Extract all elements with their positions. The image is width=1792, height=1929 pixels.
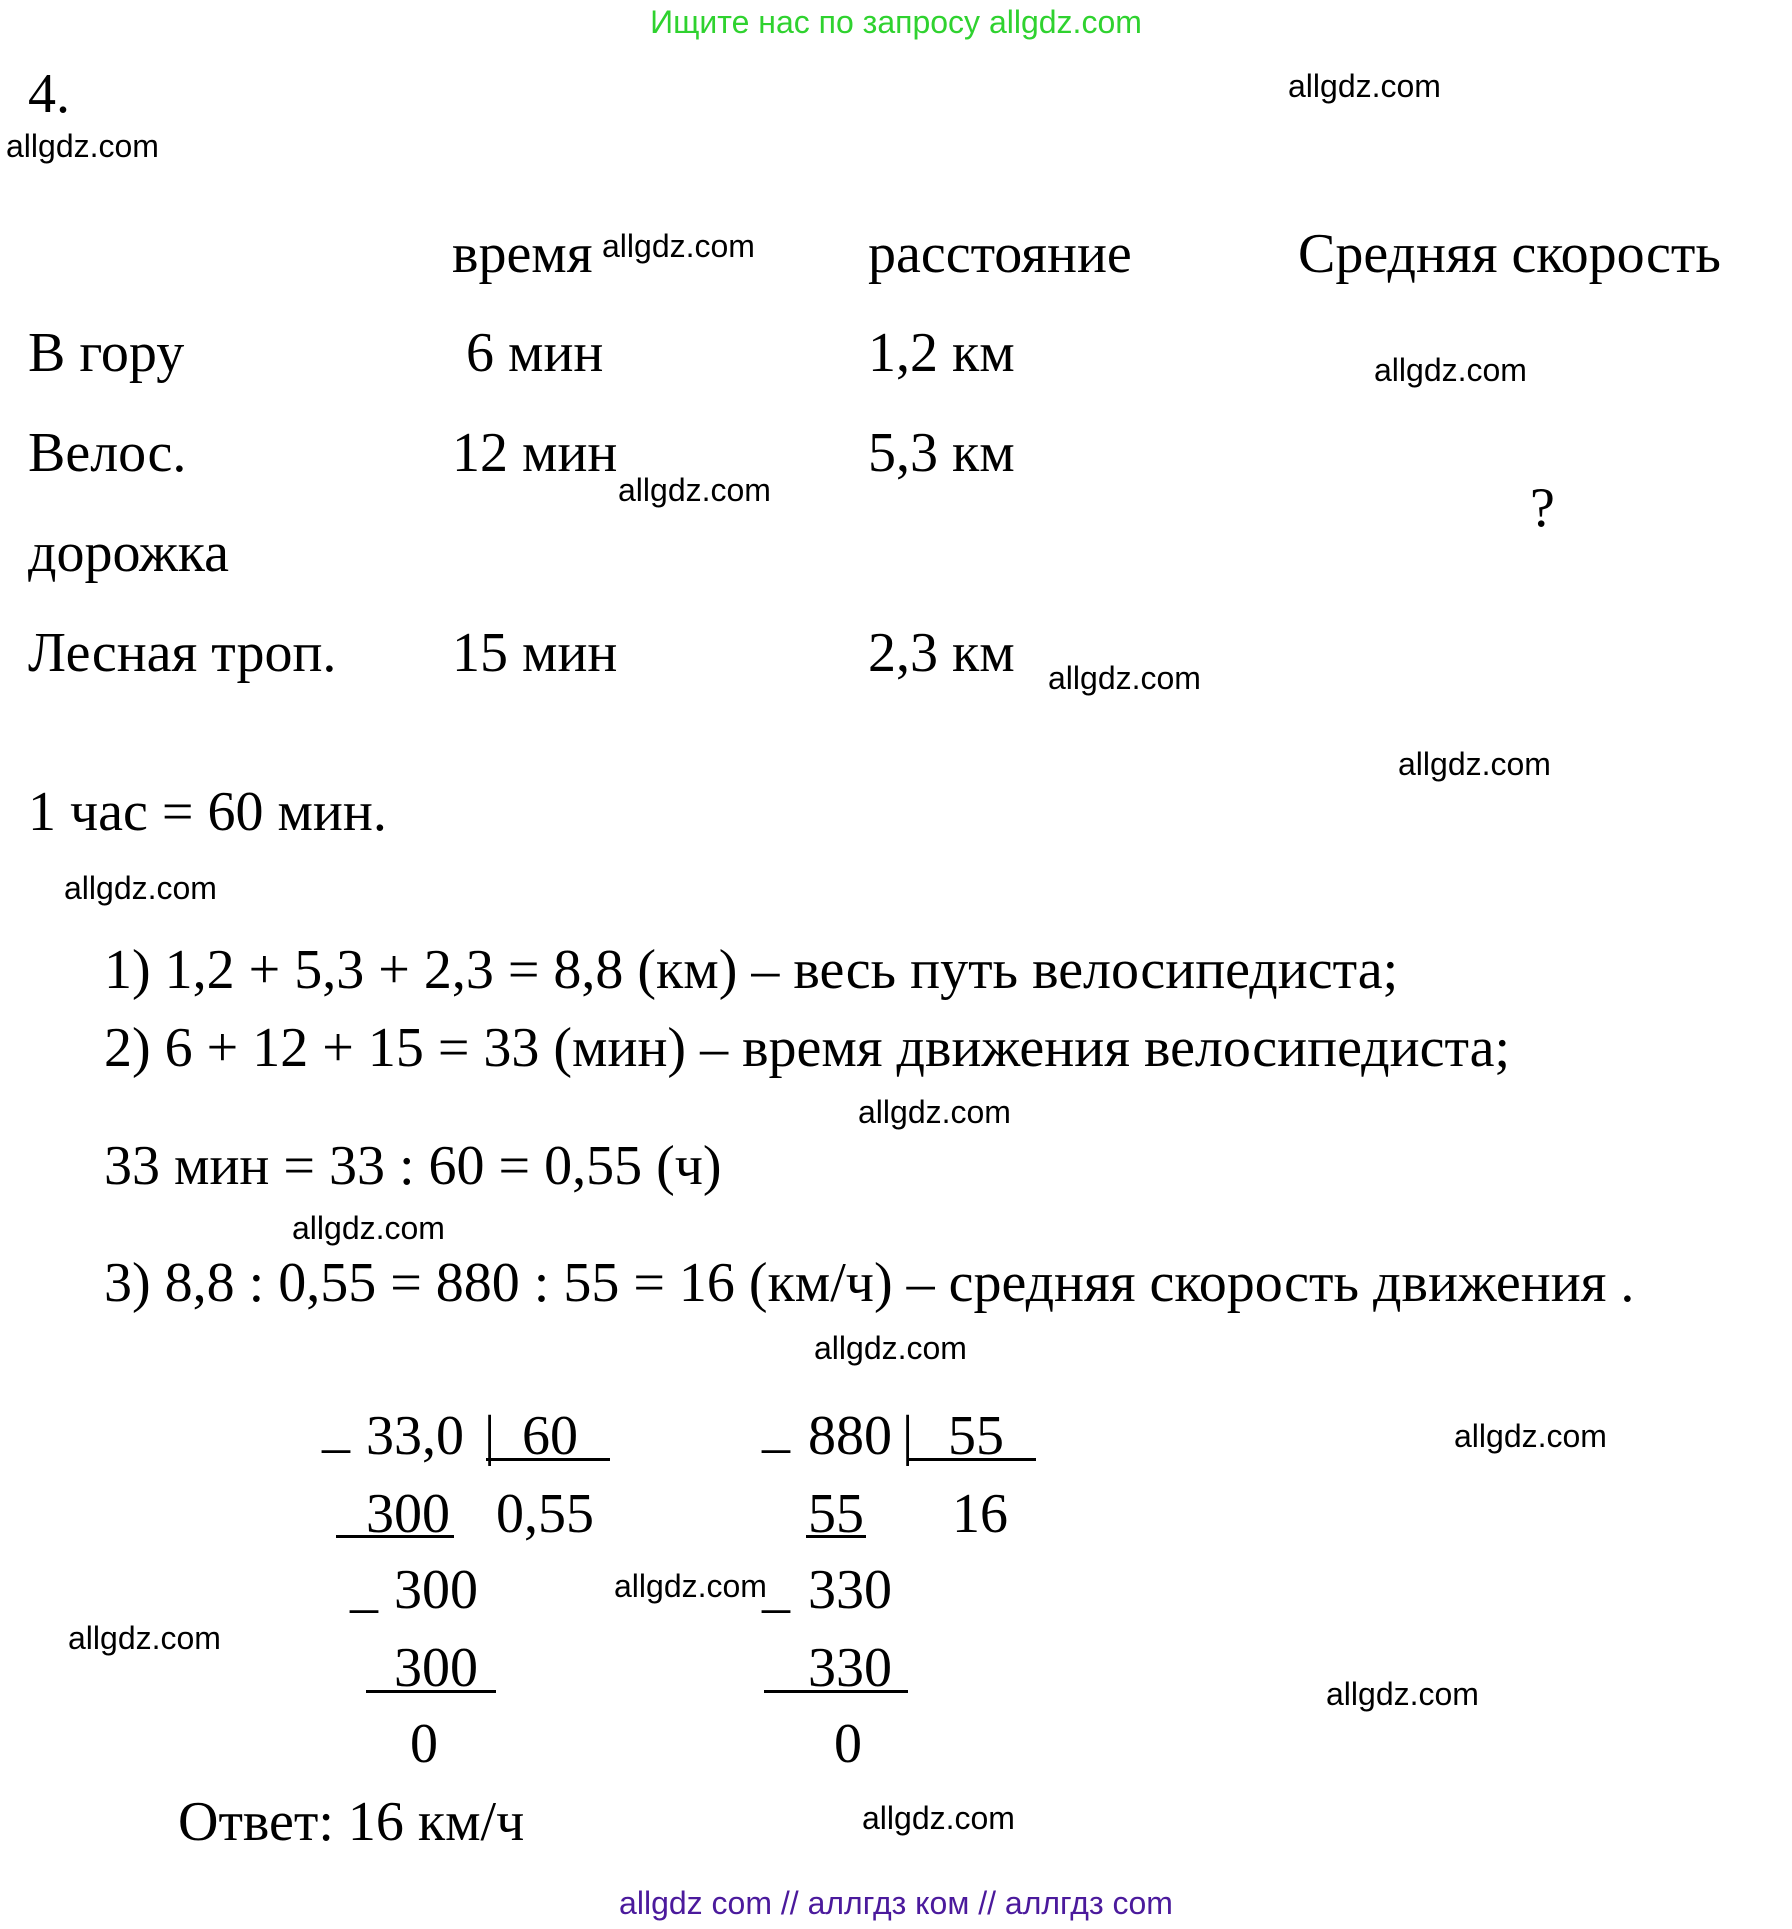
quotient: 0,55 — [496, 1483, 594, 1545]
watermark: allgdz.com — [6, 128, 159, 164]
minus-sign: _ — [350, 1557, 378, 1619]
top-banner: Ищите нас по запросу allgdz.com — [650, 4, 1142, 40]
problem-number: 4. — [28, 63, 70, 125]
row-time: 15 мин — [452, 622, 618, 684]
subtrahend: 55 — [808, 1483, 864, 1545]
row-name: Велос. — [28, 422, 187, 484]
watermark: allgdz.com — [64, 870, 217, 906]
subtrahend-line — [366, 1690, 496, 1693]
watermark: allgdz.com — [602, 228, 755, 264]
subtrahend: 300 — [394, 1637, 478, 1699]
answer: Ответ: 16 км/ч — [178, 1791, 525, 1853]
minus-sign: _ — [322, 1397, 350, 1459]
subtrahend: 330 — [808, 1637, 892, 1699]
unit-conversion: 1 час = 60 мин. — [28, 781, 387, 843]
header-time: время — [452, 223, 593, 285]
watermark: allgdz.com — [68, 1620, 221, 1656]
division-bar: | — [484, 1405, 496, 1467]
partial-remainder: 330 — [808, 1559, 892, 1621]
divisor: 55 — [948, 1405, 1004, 1467]
row-distance: 5,3 км — [868, 422, 1015, 484]
subtrahend-line — [336, 1535, 454, 1538]
dividend: 880 — [808, 1405, 892, 1467]
bottom-banner: allgdz com // аллгдз ком // аллгдз com — [619, 1885, 1173, 1921]
row-time: 12 мин — [452, 422, 618, 484]
row-distance: 1,2 км — [868, 322, 1015, 384]
divisor-line — [486, 1458, 610, 1461]
watermark: allgdz.com — [618, 472, 771, 508]
watermark: allgdz.com — [1398, 746, 1551, 782]
divisor-line — [908, 1458, 1036, 1461]
division-bar: | — [902, 1405, 914, 1467]
header-speed: Средняя скорость — [1298, 223, 1721, 285]
quotient: 16 — [952, 1483, 1008, 1545]
subtrahend-line — [764, 1690, 908, 1693]
watermark: allgdz.com — [858, 1094, 1011, 1130]
solution-step: 2) 6 + 12 + 15 = 33 (мин) – время движения велосипедиста; — [104, 1017, 1511, 1079]
divisor: 60 — [522, 1405, 578, 1467]
dividend: 33,0 — [366, 1405, 464, 1467]
remainder: 0 — [834, 1713, 862, 1775]
row-name: Лесная троп. — [28, 622, 337, 684]
watermark: allgdz.com — [1454, 1418, 1607, 1454]
minus-sign: _ — [762, 1397, 790, 1459]
watermark: allgdz.com — [1326, 1676, 1479, 1712]
minus-sign: _ — [762, 1557, 790, 1619]
solution-step: 33 мин = 33 : 60 = 0,55 (ч) — [104, 1135, 722, 1197]
row-name-continued: дорожка — [28, 522, 230, 584]
solution-step: 3) 8,8 : 0,55 = 880 : 55 = 16 (км/ч) – средняя скорость движения . — [104, 1252, 1635, 1314]
row-time: 6 мин — [466, 322, 604, 384]
question-mark: ? — [1530, 477, 1555, 539]
row-name: В гору — [28, 322, 185, 384]
watermark: allgdz.com — [1374, 352, 1527, 388]
row-distance: 2,3 км — [868, 622, 1015, 684]
watermark: allgdz.com — [814, 1330, 967, 1366]
watermark: allgdz.com — [862, 1800, 1015, 1836]
remainder: 0 — [410, 1713, 438, 1775]
watermark: allgdz.com — [1288, 68, 1441, 104]
watermark: allgdz.com — [292, 1210, 445, 1246]
partial-remainder: 300 — [394, 1559, 478, 1621]
subtrahend: 300 — [366, 1483, 450, 1545]
subtrahend-line — [806, 1535, 866, 1538]
watermark: allgdz.com — [1048, 660, 1201, 696]
watermark: allgdz.com — [614, 1568, 767, 1604]
header-distance: расстояние — [868, 223, 1132, 285]
solution-step: 1) 1,2 + 5,3 + 2,3 = 8,8 (км) – весь путь велосипедиста; — [104, 939, 1399, 1001]
